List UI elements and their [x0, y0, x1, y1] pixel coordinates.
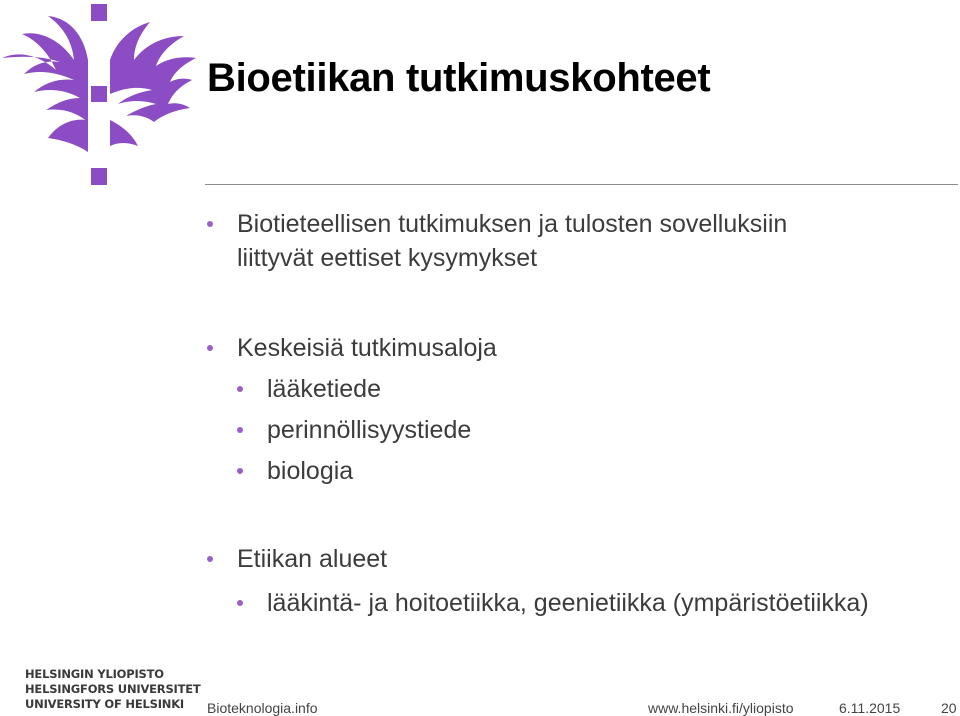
university-flame-logo-icon	[0, 0, 200, 190]
bullet-dot-icon	[207, 556, 213, 562]
bullet-dot-icon	[207, 345, 213, 351]
sub-bullet-item	[237, 413, 471, 447]
sub-bullet-item	[237, 372, 381, 406]
bullet-text: perinnöllisyystiede	[267, 416, 472, 444]
wordmark-line-english: UNIVERSITY OF HELSINKI	[25, 697, 185, 711]
bullet-item	[207, 331, 497, 365]
bullet-dot-icon	[237, 468, 243, 474]
slide-title: Bioetiikan tutkimuskohteet	[207, 56, 711, 100]
sub-bullet-item	[237, 454, 353, 488]
footer-url: www.helsinki.fi/yliopisto	[648, 700, 794, 716]
bullet-dot-icon	[237, 600, 243, 606]
wordmark-line-finnish: HELSINGIN YLIOPISTO	[25, 667, 164, 681]
bullet-text-line: Biotieteellisen tutkimuksen ja tulosten sovelluksiin	[237, 210, 788, 238]
title-divider	[205, 184, 958, 185]
bullet-item	[207, 207, 787, 241]
bullet-dot-icon	[237, 427, 243, 433]
footer-date: 6.11.2015	[839, 700, 901, 716]
bullet-text: lääkintä- ja hoitoetiikka, geenietiikka (ympäristöetiikka)	[267, 589, 869, 617]
bullet-text: lääketiede	[267, 375, 381, 403]
bullet-dot-icon	[207, 221, 213, 227]
bullet-item-continuation	[207, 241, 537, 275]
bullet-text: Keskeisiä tutkimusaloja	[237, 334, 497, 362]
university-wordmark	[25, 667, 201, 712]
page-number: 20	[941, 700, 957, 716]
wordmark-line-swedish: HELSINGFORS UNIVERSITET	[25, 682, 201, 696]
bullet-text: biologia	[267, 457, 354, 485]
bullet-dot-icon	[237, 386, 243, 392]
sub-bullet-item	[237, 586, 869, 620]
bullet-item	[207, 542, 387, 576]
footer-source: Bioteknologia.info	[207, 700, 318, 716]
bullet-text-line: liittyvät eettiset kysymykset	[237, 244, 538, 272]
bullet-text: Etiikan alueet	[237, 545, 388, 573]
